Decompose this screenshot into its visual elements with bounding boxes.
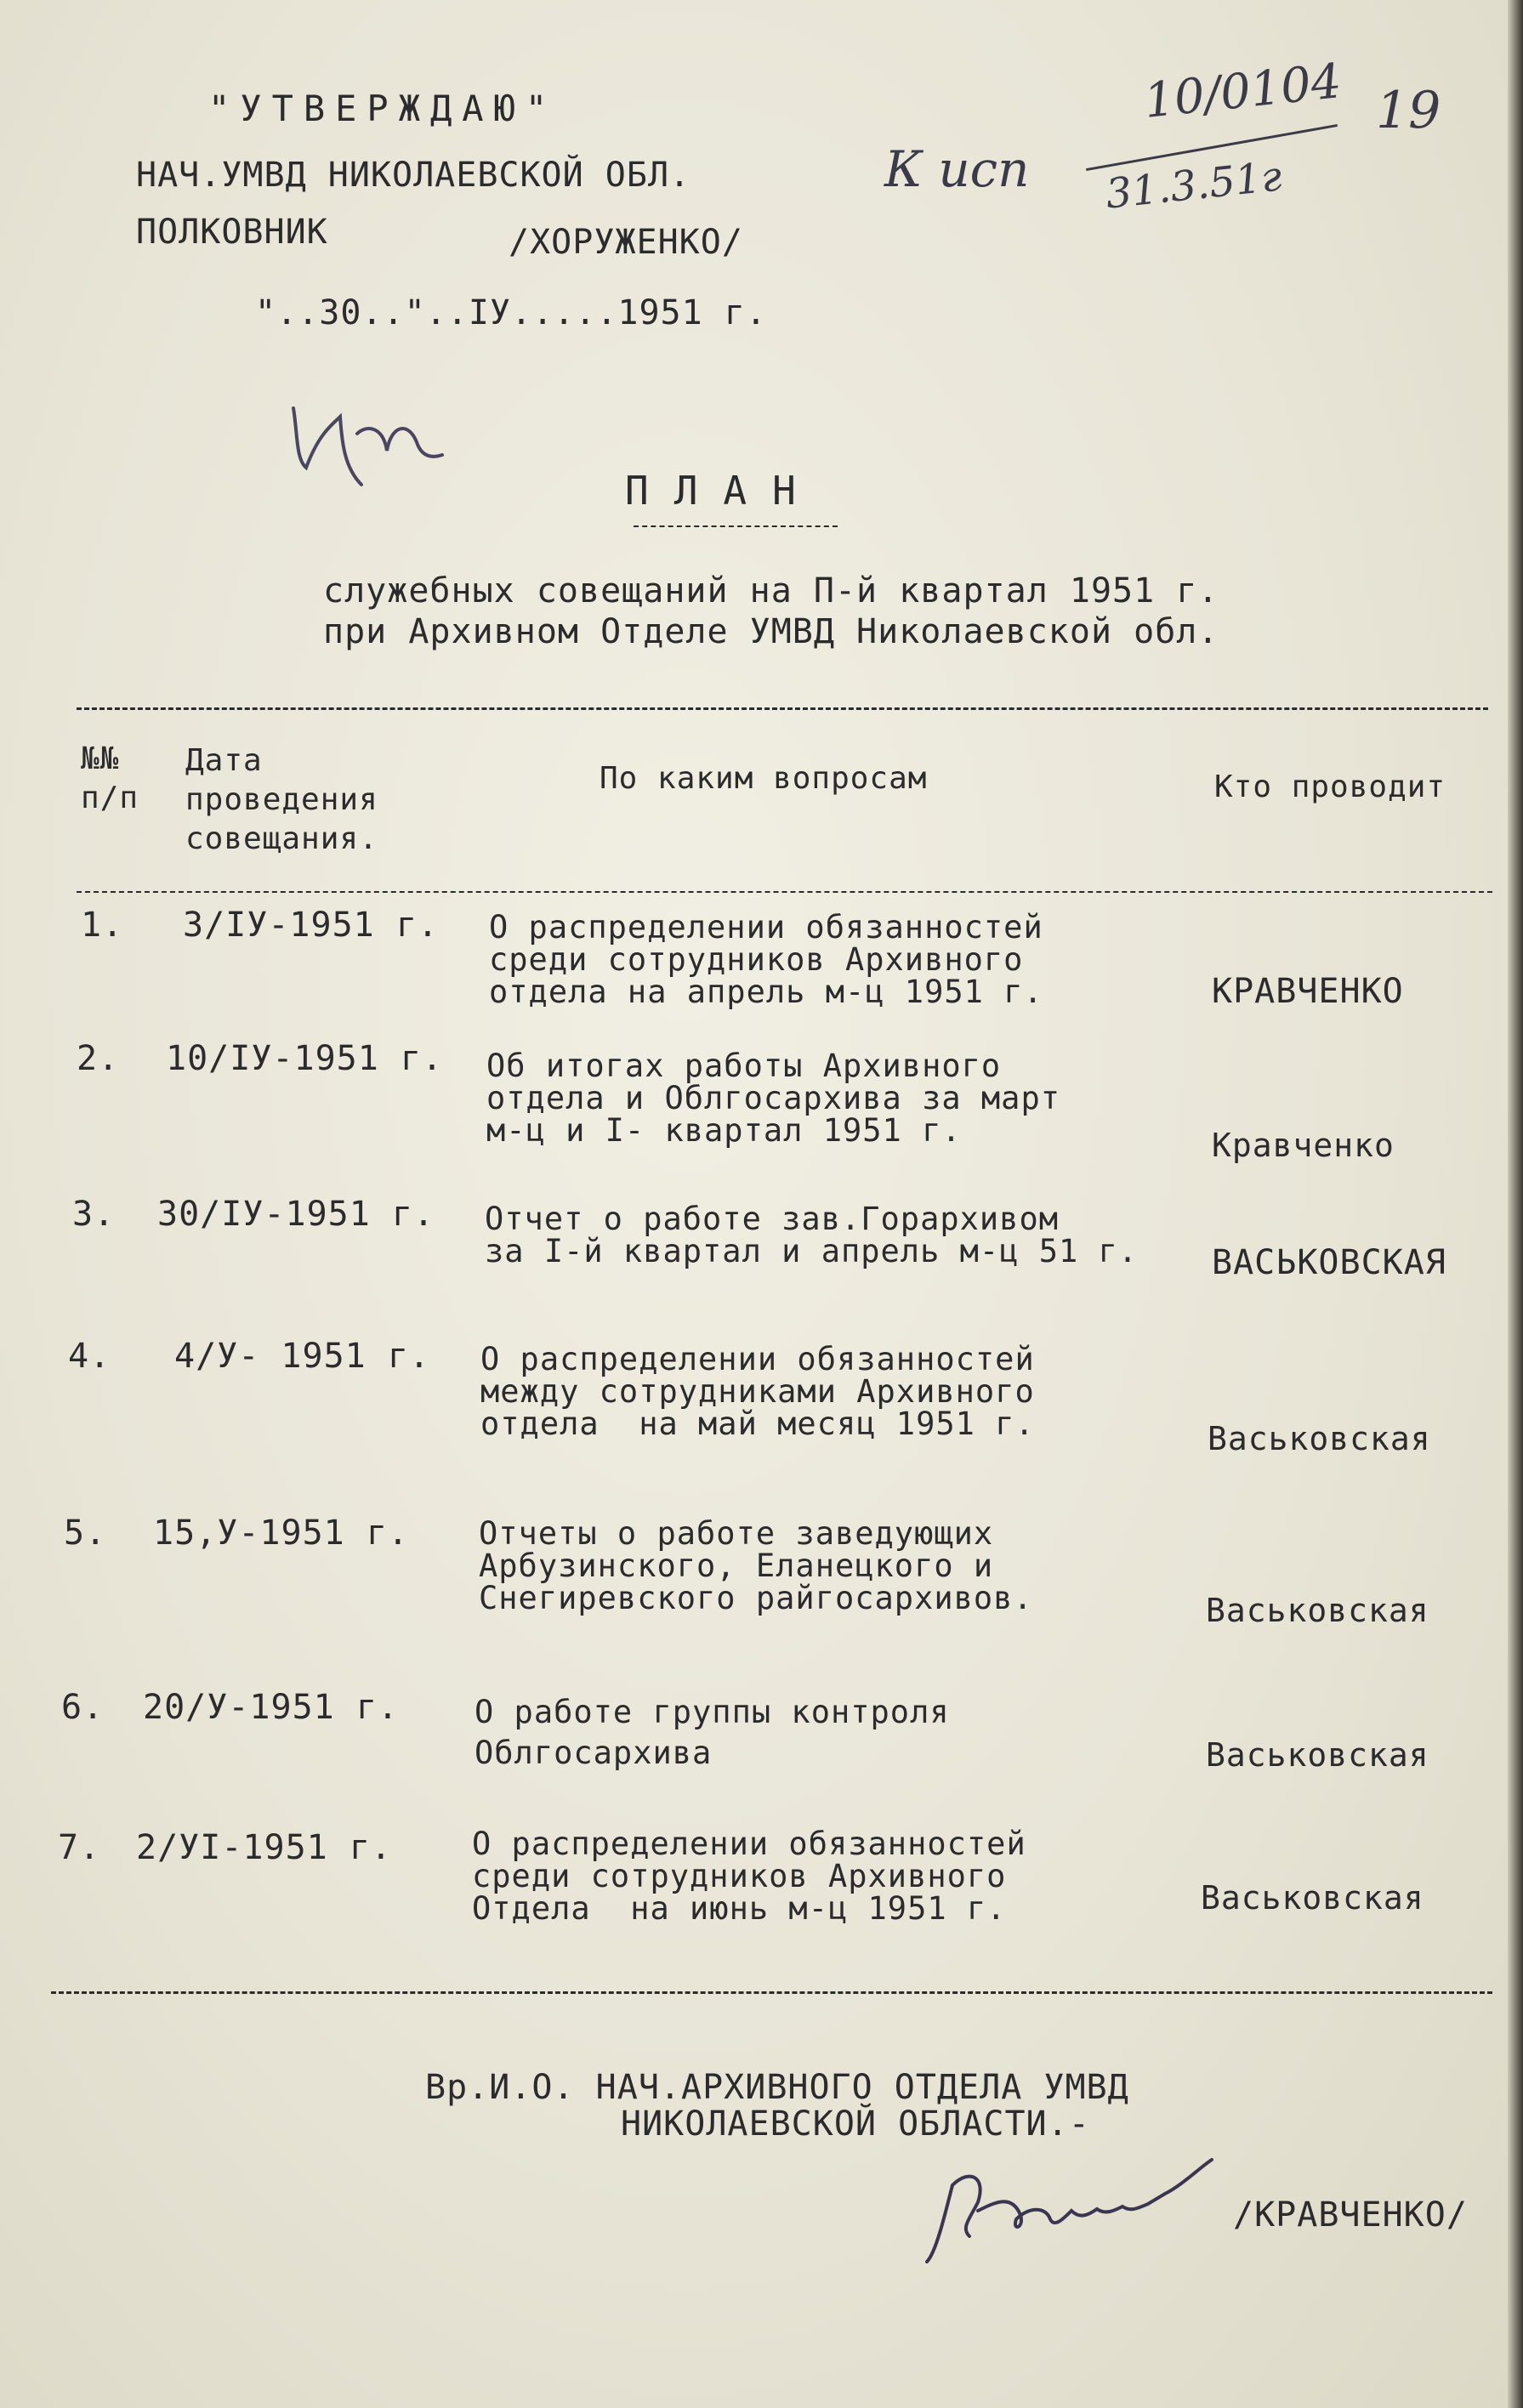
document-subtitle-2: при Архивном Отделе УМВД Николаевской обл. [323, 612, 1219, 651]
row-number: 2. [77, 1039, 120, 1078]
approval-position: НАЧ.УМВД НИКОЛАЕВСКОЙ ОБЛ. [136, 156, 691, 195]
row-number: 3. [72, 1195, 116, 1234]
table-bottom-rule [51, 1991, 1492, 1994]
approval-rank: ПОЛКОВНИК [136, 213, 328, 252]
approval-date: "..30.."..IУ.....1951 г. [255, 293, 767, 332]
handwritten-number: 10/0104 [1141, 54, 1344, 129]
document-title: ПЛАН [625, 468, 821, 514]
row-responsible: КРАВЧЕНКО [1212, 972, 1404, 1011]
row-topic: О распределении обязанностей среди сотрудников Архивного Отдела на июнь м-ц 1951 г. [472, 1826, 1026, 1927]
row-responsible: Васьковская [1206, 1736, 1429, 1774]
row-date: 15,У-1951 г. [153, 1514, 409, 1553]
header-rule [77, 891, 1492, 893]
row-date: 3/IУ-1951 г. [183, 906, 439, 945]
signature-name: /КРАВЧЕНКО/ [1233, 2195, 1468, 2235]
row-topic: О распределении обязанностей между сотрудниками Архивного отдела на май месяц 1951 г. [480, 1341, 1035, 1442]
signature-title-1: Вр.И.О. НАЧ.АРХИВНОГО ОТДЕЛА УМВД [425, 2068, 1129, 2107]
row-number: 6. [61, 1688, 105, 1727]
handwritten-date: 31.3.51г [1103, 152, 1284, 219]
page-edge-shadow [1508, 0, 1523, 2408]
row-responsible: Васьковская [1206, 1592, 1429, 1629]
header-topics: По каким вопросам [600, 761, 928, 796]
header-date: Дата проведения совещания. [185, 743, 378, 856]
row-topic: Отчеты о работе заведующих Арбузинского, Еланецкого и Снегиревского райгосархивов. [479, 1515, 1033, 1616]
approval-name: /ХОРУЖЕНКО/ [509, 223, 743, 262]
page-number: 19 [1376, 81, 1441, 140]
row-responsible: ВАСЬКОВСКАЯ [1212, 1243, 1446, 1282]
row-date: 10/IУ-1951 г. [166, 1039, 444, 1078]
signature-title-2: НИКОЛАЕВСКОЙ ОБЛАСТИ.- [621, 2104, 1090, 2144]
header-responsible: Кто проводит [1214, 770, 1446, 804]
row-number: 7. [58, 1828, 101, 1867]
title-underline [634, 525, 838, 527]
initials-scribble [281, 374, 451, 510]
row-responsible: Васьковская [1201, 1879, 1424, 1917]
table-top-rule [77, 707, 1488, 710]
row-number: 5. [64, 1514, 107, 1553]
handwritten-note: К исп [884, 140, 1030, 198]
row-responsible: Васьковская [1208, 1420, 1431, 1457]
document-subtitle-1: служебных совещаний на П-й квартал 1951 г. [323, 571, 1219, 611]
row-topic: О распределении обязанностей среди сотрудников Архивного отдела на апрель м-ц 1951 г. [489, 909, 1043, 1010]
row-number: 1. [81, 906, 124, 945]
handwritten-signature [918, 2134, 1259, 2279]
row-topic: О работе группы контроля Облгосархива [475, 1694, 950, 1771]
header-number: №№ п/п [81, 741, 139, 815]
row-responsible: Кравченко [1212, 1127, 1395, 1164]
row-date: 4/У- 1951 г. [174, 1337, 430, 1376]
row-date: 20/У-1951 г. [143, 1688, 399, 1727]
row-date: 2/УI-1951 г. [136, 1828, 392, 1867]
row-number: 4. [68, 1337, 111, 1376]
row-topic: Об итогах работы Архивного отдела и Облгосархива за март м-ц и I- квартал 1951 г. [486, 1048, 1061, 1149]
row-date: 30/IУ-1951 г. [157, 1195, 435, 1234]
approval-heading: "УТВЕРЖДАЮ" [208, 88, 558, 129]
row-topic: Отчет о работе зав.Горархивом за I-й квартал и апрель м-ц 51 г. [485, 1201, 1139, 1269]
